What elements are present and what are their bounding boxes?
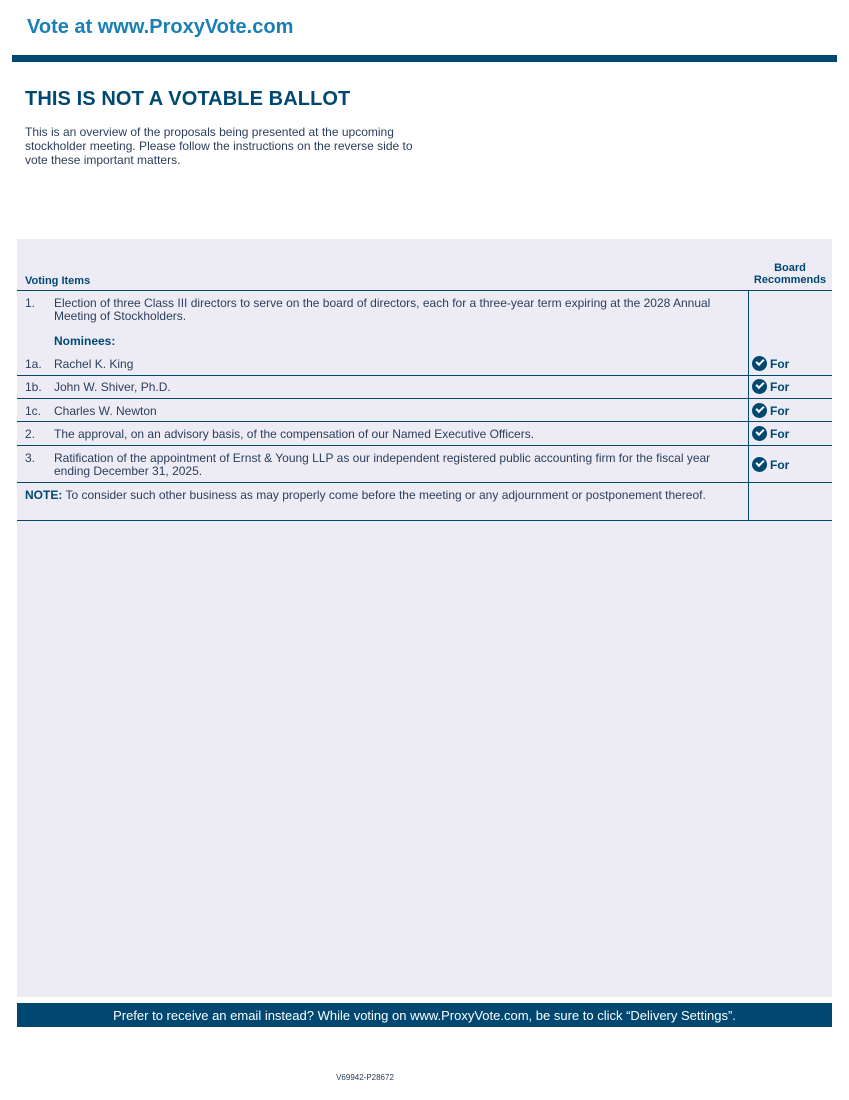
- recommendation-for: [752, 403, 789, 418]
- table-bottom-rule: [17, 520, 832, 521]
- recommendation-for: [752, 457, 789, 472]
- column-divider: [748, 290, 749, 521]
- recommendation-for: [752, 426, 789, 441]
- check-circle-icon: [752, 457, 767, 472]
- item-number: 1.: [25, 296, 36, 310]
- page-title: THIS IS NOT A VOTABLE BALLOT: [25, 88, 351, 110]
- header-rule: [12, 55, 837, 62]
- item-text: The approval, on an advisory basis, of the compensation of our Named Executive Officers.: [54, 427, 535, 441]
- table-row-rule: [17, 375, 832, 376]
- item-number: 1b.: [25, 380, 42, 394]
- item-text: Rachel K. King: [54, 357, 134, 371]
- recommendation-label: For: [770, 426, 790, 441]
- delivery-settings-banner: [17, 1003, 832, 1027]
- check-circle-icon: [752, 379, 767, 394]
- nominees-label: Nominees:: [54, 334, 116, 348]
- note-body: To consider such other business as may properly come before the meeting or any adjournment or postponement thereof.: [65, 488, 706, 502]
- table-row-rule: [17, 482, 832, 483]
- item-number: 1a.: [25, 357, 42, 371]
- proxyvote-link[interactable]: Vote at www.ProxyVote.com: [27, 16, 294, 38]
- recommendation-label: For: [770, 379, 790, 394]
- item-number: 1c.: [25, 404, 42, 418]
- table-row-rule: [17, 445, 832, 446]
- item-number: 3.: [25, 451, 36, 465]
- item-text: John W. Shiver, Ph.D.: [54, 380, 171, 394]
- table-row-rule: [17, 421, 832, 422]
- voting-items-panel: [17, 239, 832, 997]
- check-circle-icon: [752, 356, 767, 371]
- item-text: Charles W. Newton: [54, 404, 157, 418]
- recommendation-label: For: [770, 457, 790, 472]
- item-text: Election of three Class III directors to serve on the board of directors, each for a three-year term expiring at the 2028 Annual Meeting of Stockholders.: [54, 296, 711, 323]
- recommendation-label: For: [770, 356, 790, 371]
- item-number: 2.: [25, 427, 36, 441]
- item-text: Ratification of the appointment of Ernst & Young LLP as our independent registered public accounting firm for the fiscal year ending December 31, 2025.: [54, 451, 711, 478]
- note-text: [25, 489, 745, 502]
- recommendation-for: [752, 356, 789, 371]
- recommendation-label: For: [770, 403, 790, 418]
- voting-items-header: Voting Items: [25, 275, 91, 287]
- note-label: NOTE:: [25, 488, 63, 502]
- recommendation-for: [752, 379, 789, 394]
- check-circle-icon: [752, 403, 767, 418]
- table-header-rule: [17, 290, 832, 291]
- banner-text: Prefer to receive an email instead? While voting on www.ProxyVote.com, be sure to click “Delivery Settings”.: [113, 1007, 736, 1023]
- check-circle-icon: [752, 426, 767, 441]
- board-recommends-header: Board Recommends: [753, 262, 827, 286]
- document-code: V69942-P28672: [336, 1073, 394, 1082]
- table-row-rule: [17, 398, 832, 399]
- intro-text: This is an overview of the proposals being presented at the upcoming stockholder meeting. Please follow the instructions on the reverse side to vote these important matters.: [25, 125, 413, 167]
